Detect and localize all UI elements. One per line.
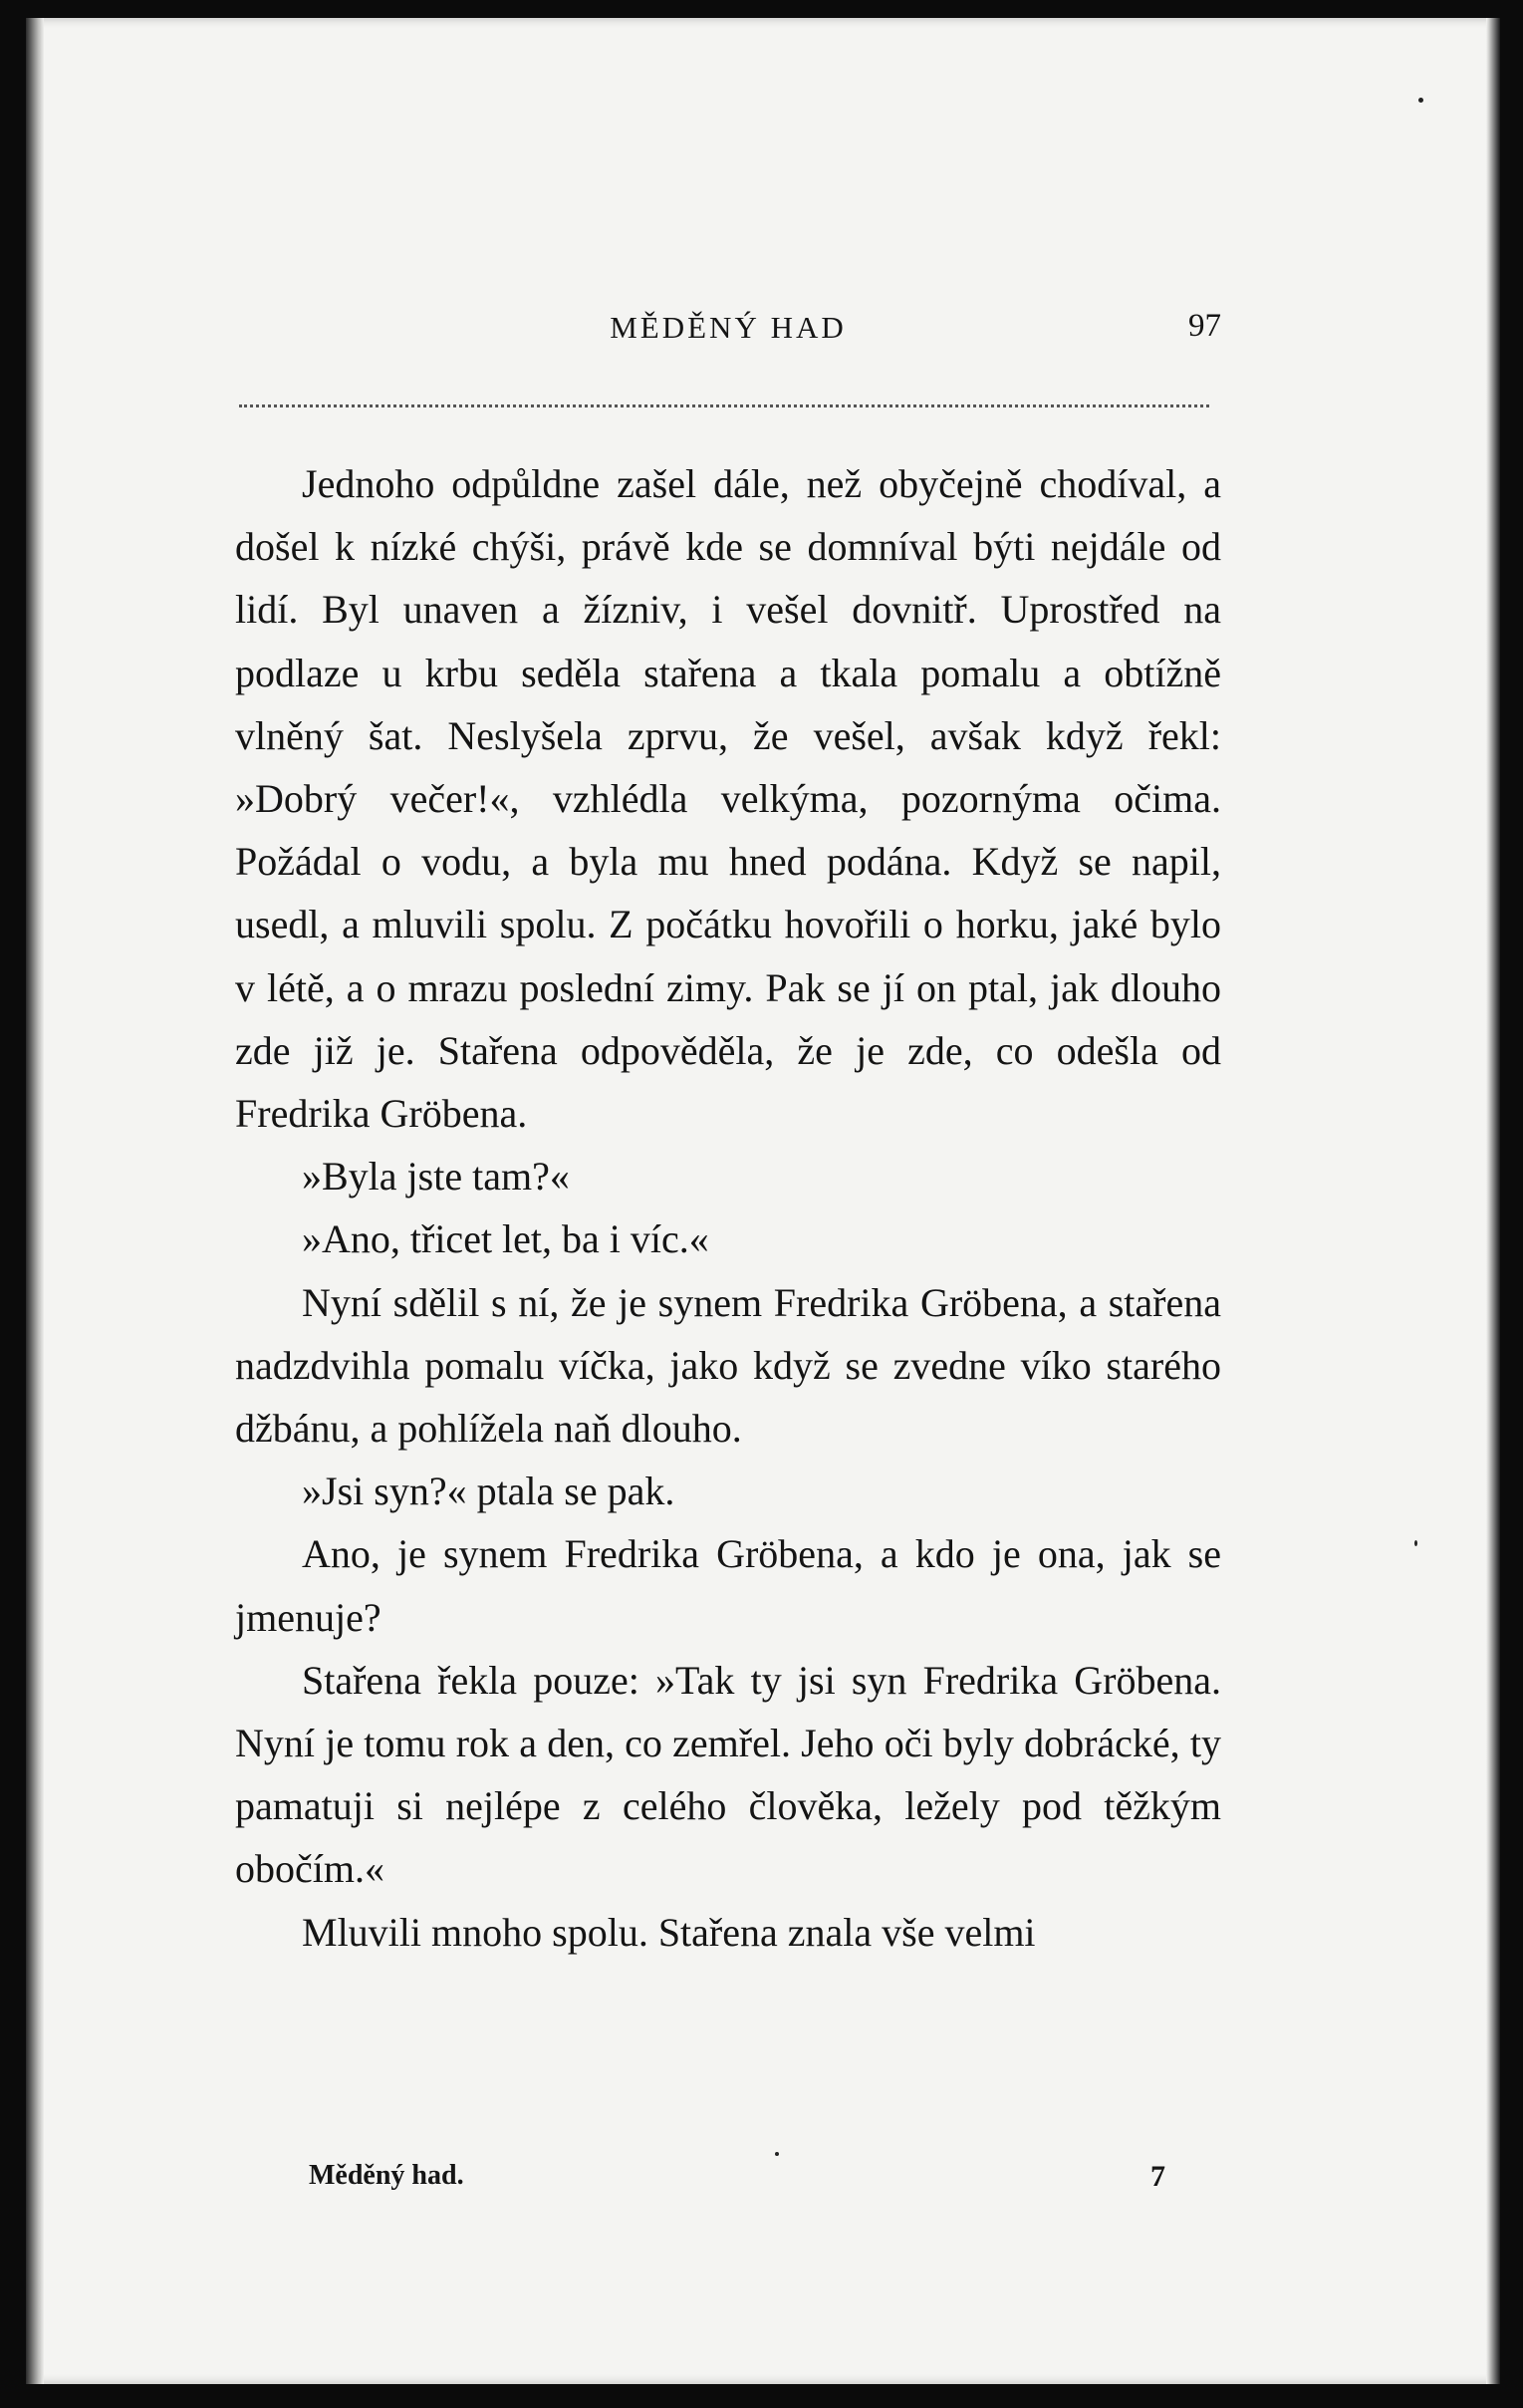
page-edge-shadow <box>1486 18 1500 2384</box>
body-text <box>235 452 1221 1964</box>
paragraph: Ano, je synem Fredrika Gröbena, a kdo je ona, jak se jmenuje? <box>235 1531 1221 1640</box>
page-number: 97 <box>1188 308 1221 344</box>
paragraph: Nyní sdělil s ní, že je synem Fredrika Gröbena, a stařena nadzdvihla pomalu víčka, jako když se zvedne víko starého džbánu, a pohlížela naň dlouho. <box>235 1279 1221 1452</box>
paragraph: »Ano, třicet let, ba i víc.« <box>302 1216 709 1262</box>
signature-line <box>309 2160 1165 2210</box>
running-header <box>235 310 1221 360</box>
book-page <box>26 18 1500 2384</box>
signature-number: 7 <box>1150 2160 1165 2193</box>
paragraph: Mluvili mnoho spolu. Stařena znala vše velmi <box>302 1909 1036 1955</box>
paragraph: »Jsi syn?« ptala se pak. <box>302 1469 675 1514</box>
paragraph: Jednoho odpůldne zašel dále, než obyčejně chodíval, a došel k nízké chýši, právě kde se domníval býti nejdále od lidí. Byl unaven a žízniv, i vešel dovnitř. Uprostřed na podlaze u krbu seděla stařena a tkala pomalu a obtížně vlněný šat. Neslyšela zprvu, že vešel, avšak když řekl: »Dobrý večer!«, vzhlédla velkýma, pozornýma očima. Požádal o vodu, a byla mu hned podána. Když se napil, usedl, a mluvili spolu. Z počátku hovořili o horku, jaké bylo v létě, a o mrazu poslední zimy. Pak se jí on ptal, jak dlouho zde již je. Stařena odpověděla, že je zde, co odešla od Fredrika Gröbena. <box>235 461 1221 1137</box>
scan-speck <box>1418 98 1423 103</box>
page-gutter-shadow <box>26 18 44 2384</box>
paragraph: Stařena řekla pouze: »Tak ty jsi syn Fredrika Gröbena. Nyní je tomu rok a den, co zemřel. Jeho oči byly dobrácké, ty pamatuji si nejlépe z celého člověka, ležely pod těžkým obočím.« <box>235 1657 1221 1892</box>
scan-speck <box>1414 1540 1417 1546</box>
header-divider <box>239 404 1209 407</box>
running-title: MĚDĚNÝ HAD <box>610 310 847 345</box>
scan-speck <box>775 2152 779 2156</box>
signature-title: Měděný had. <box>309 2160 464 2191</box>
paragraph: »Byla jste tam?« <box>302 1154 570 1200</box>
